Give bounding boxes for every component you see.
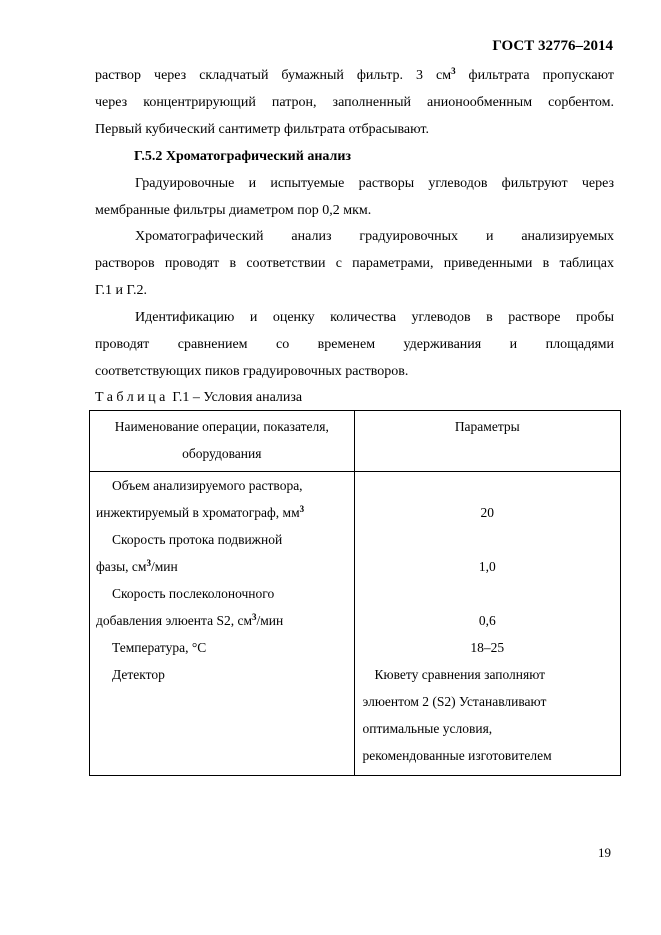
paragraph-analysis — [95, 223, 614, 304]
paragraph-identification — [95, 304, 614, 385]
row-value: 20 — [354, 472, 620, 527]
row-label: Скорость протока подвижной фазы, $см^3$/мин — [90, 526, 355, 580]
row-value: Кювету сравнения заполняют элюентом 2 (S2) Устанавливают оптимальные условия, рекомендованные изготовителем — [354, 661, 620, 776]
paragraph-filtering — [95, 170, 614, 224]
intro-line: раствор через складчатый бумажный фильтр. 3 $см^3$ фильтрата пропускают — [95, 66, 614, 83]
row-value: 1,0 — [354, 526, 620, 580]
row-value: 0,6 — [354, 580, 620, 634]
intro-line: Первый кубический сантиметр фильтрата отбрасывают. — [95, 122, 429, 137]
row-label: Скорость послеколоночного добавления элюента S2, $см^3$/мин — [90, 580, 355, 634]
table-row — [90, 634, 621, 661]
paragraph-line: мембранные фильтры диаметром пор 0,2 мкм. — [95, 203, 372, 218]
paragraph-line: Градуировочные и испытуемые растворы углеводов фильтруют через — [135, 176, 614, 191]
row-label: Детектор — [90, 661, 355, 776]
intro-paragraph — [95, 62, 614, 143]
analysis-conditions-table — [89, 410, 621, 776]
paragraph-line: Идентификацию и оценку количества углеводов в растворе пробы — [135, 310, 614, 325]
paragraph-line: Г.1 и Г.2. — [95, 283, 148, 298]
table-row — [90, 526, 621, 580]
table-row — [90, 472, 621, 527]
table-row — [90, 580, 621, 634]
paragraph-line: проводят сравнением со временем удерживания и площадями — [95, 337, 614, 352]
table-header-row — [90, 411, 621, 472]
paragraph-line: растворов проводят в соответствии с параметрами, приведенными в таблицах — [95, 256, 614, 271]
paragraph-line: Хроматографический анализ градуировочных и анализируемых — [135, 229, 614, 244]
page-number: 19 — [598, 845, 611, 860]
intro-line: через концентрирующий патрон, заполненный анионообменным сорбентом. — [95, 95, 614, 110]
column-header-operation: Наименование операции, показателя, оборудования — [90, 411, 355, 472]
row-value: 18–25 — [354, 634, 620, 661]
row-label: Объем анализируемого раствора, инжектируемый в хроматограф, $мм^3$ — [90, 472, 355, 527]
row-label: Температура, °С — [90, 634, 355, 661]
section-heading: Г.5.2 Хроматографический анализ — [134, 149, 352, 164]
table-caption: Таблица Г.1 – Условия анализа — [95, 390, 303, 405]
paragraph-line: соответствующих пиков градуировочных растворов. — [95, 364, 409, 379]
table-row — [90, 661, 621, 776]
column-header-parameters: Параметры — [354, 411, 620, 472]
document-code: ГОСТ 32776–2014 — [492, 38, 613, 54]
